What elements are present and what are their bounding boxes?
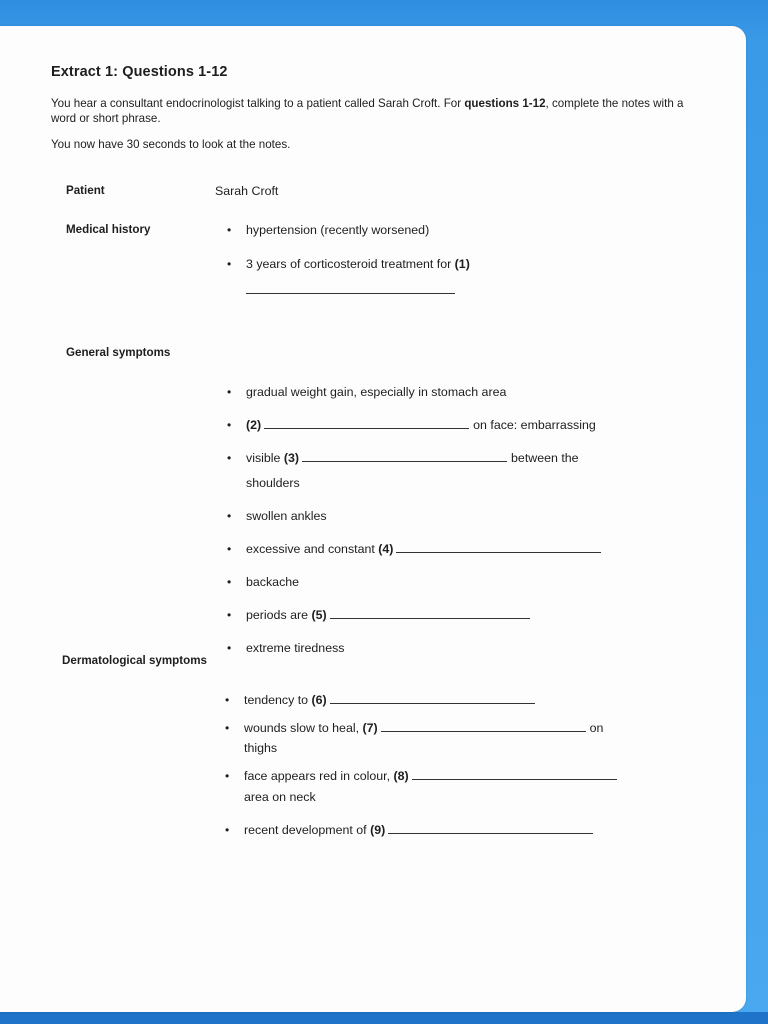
list-item	[227, 251, 470, 277]
list-item	[225, 687, 539, 713]
item-text: periods are	[246, 608, 312, 622]
instructions-text-end: , complete the notes with a word or short phrase.	[51, 97, 684, 125]
item-text: swollen ankles	[246, 509, 327, 523]
list-item	[227, 503, 327, 529]
item-text: recent development of	[244, 823, 371, 837]
instructions-questions: questions 1-12	[464, 97, 546, 110]
list-item	[227, 569, 300, 595]
question-number: (1)	[454, 257, 470, 271]
extract-title: Extract 1: Questions 1-12	[51, 64, 228, 80]
item-text: tendency to	[244, 693, 312, 707]
item-text: extreme tiredness	[246, 641, 345, 655]
answer-blank-2[interactable]	[264, 427, 469, 429]
list-item	[227, 536, 605, 562]
answer-blank-4[interactable]	[396, 551, 601, 553]
item-continuation: thighs	[244, 741, 278, 755]
answer-blank-7[interactable]	[381, 730, 586, 732]
question-number: (6)	[311, 693, 327, 707]
list-item	[227, 635, 345, 661]
bullet: •	[227, 641, 232, 655]
question-number: (3)	[283, 451, 300, 465]
patient-label: Patient	[66, 184, 105, 197]
instructions-text: You hear a consultant endocrinologist talking to a patient called Sarah Croft. For	[51, 97, 465, 110]
item-text: hypertension (recently worsened)	[246, 223, 430, 237]
bullet: •	[227, 223, 232, 237]
answer-blank-6[interactable]	[330, 702, 535, 704]
answer-blank-5[interactable]	[330, 617, 530, 619]
general-symptoms-label: General symptoms	[66, 346, 171, 359]
question-number: (8)	[393, 769, 409, 783]
bullet: •	[227, 418, 232, 432]
item-text: 3 years of corticosteroid treatment for	[246, 257, 455, 271]
bullet: •	[225, 769, 230, 783]
list-item	[225, 817, 597, 843]
bullet: •	[227, 451, 232, 465]
bullet: •	[227, 608, 232, 622]
question-number: (4)	[378, 542, 394, 556]
list-item	[227, 602, 534, 628]
worksheet-page	[0, 26, 746, 1012]
bullet: •	[227, 575, 232, 589]
item-continuation: shoulders	[246, 476, 300, 490]
item-text: face appears red in colour,	[244, 769, 394, 783]
question-number: (7)	[362, 721, 378, 735]
answer-blank-3[interactable]	[302, 460, 507, 462]
bullet: •	[227, 509, 232, 523]
list-item	[227, 217, 430, 243]
bullet: •	[225, 823, 230, 837]
question-number: (5)	[311, 608, 327, 622]
question-number: (2)	[246, 418, 262, 432]
list-item	[225, 715, 604, 741]
patient-name: Sarah Croft	[215, 184, 279, 198]
list-item	[227, 412, 596, 438]
item-text: gradual weight gain, especially in stomach area	[246, 385, 507, 399]
answer-blank-9[interactable]	[388, 832, 593, 834]
list-item	[227, 379, 507, 405]
item-text: backache	[246, 575, 300, 589]
answer-blank-1[interactable]	[246, 292, 455, 294]
answer-blank-8[interactable]	[412, 778, 617, 780]
item-text: on	[589, 721, 604, 735]
item-text: between the	[511, 451, 579, 465]
background-band	[0, 1012, 768, 1024]
item-continuation: area on neck	[244, 790, 316, 804]
bullet: •	[225, 693, 230, 707]
bullet: •	[227, 385, 232, 399]
item-text: visible	[246, 451, 284, 465]
dermatological-symptoms-label: Dermatological symptoms	[62, 654, 207, 667]
question-number: (9)	[370, 823, 386, 837]
list-item	[225, 763, 621, 789]
instructions	[51, 96, 711, 126]
medical-history-label: Medical history	[66, 223, 151, 236]
list-item	[227, 445, 579, 471]
bullet: •	[225, 721, 230, 735]
bullet: •	[227, 257, 232, 271]
time-note: You now have 30 seconds to look at the notes.	[51, 138, 291, 151]
item-text: on face: embarrassing	[473, 418, 596, 432]
bullet: •	[227, 542, 232, 556]
item-text: excessive and constant	[246, 542, 379, 556]
item-text: wounds slow to heal,	[244, 721, 363, 735]
